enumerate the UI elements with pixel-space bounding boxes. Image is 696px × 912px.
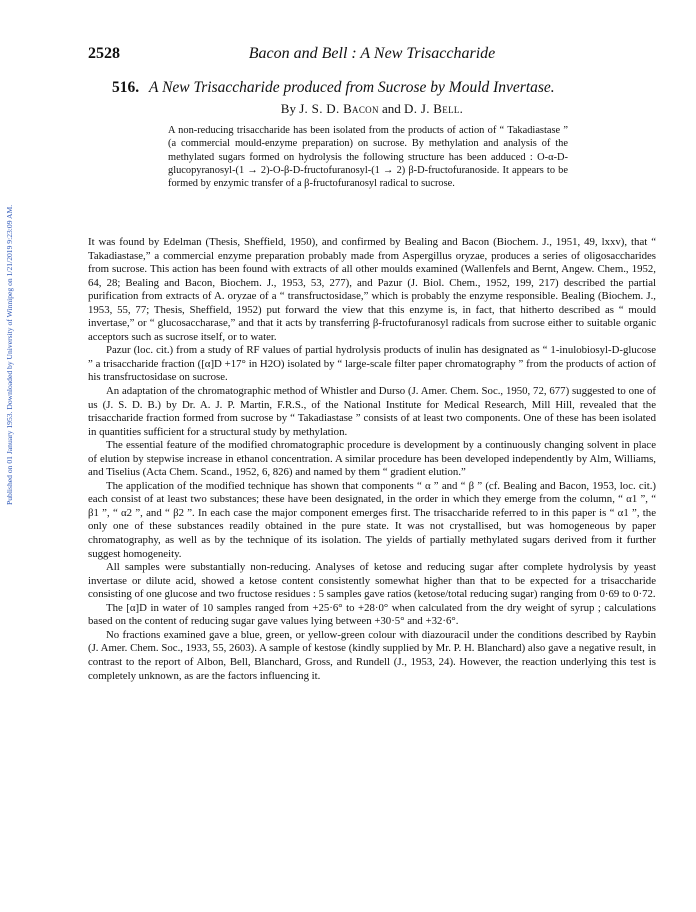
article-body <box>88 236 656 683</box>
paragraph-2: Pazur (loc. cit.) from a study of RF values of partial hydrolysis products of inulin has designated as “ 1-inulobiosyl-D-glucose ” a trisaccharide fraction ([α]D +17° in H2O) isolated by “ large-scale filter paper chromatography ” from the products of action of his transfructosidase on sucrose. <box>88 344 656 384</box>
page-number: 2528 <box>88 45 120 62</box>
authors-and: and <box>378 101 405 116</box>
paragraph-5: The application of the modified technique has shown that components “ α ” and “ β ” (cf. Bealing and Bacon, 1953, loc. cit.) each consist of at least two substances; these have been designated, in the order in which they emerge from the column, “ α1 ”, “ β1 ”, “ α2 ”, and “ β2 ”. In each case the major component emerges first. The trisaccharide referred to in this paper is “ α1 ”, the only one of these substances readily obtained in the pure state. It was not crystallised, but was homogeneous by paper chromatography, as well as by the technique of its isolation. The yields of partially methylated sugars derived from it further suggest homogeneity. <box>88 479 656 560</box>
paragraph-7: The [α]D in water of 10 samples ranged from +25·6° to +28·0° when calculated from the dry weight of syrup ; calculations based on the content of reducing sugar gave values lying between +30·5° and +32·6°. <box>88 601 656 628</box>
paragraph-3: An adaptation of the chromatographic method of Whistler and Durso (J. Amer. Chem. Soc., 1950, 72, 677) suggested to one of us (J. S. D. B.) by Dr. A. J. P. Martin, F.R.S., of the National Institute for Medical Research, Mill Hill, revealed that the trisaccharide fraction formed from sucrose by “ Takadiastase ” consists of at least two components. One of these has been isolated in quantities sufficient for a structural study by methylation. <box>88 385 656 438</box>
article-title-text: A New Trisaccharide produced from Sucrose by Mould Invertase. <box>149 79 555 96</box>
authors-prefix: By <box>280 101 300 116</box>
author-bell: D. J. Bell. <box>404 101 464 116</box>
paragraph-1: It was found by Edelman (Thesis, Sheffield, 1950), and confirmed by Bealing and Bacon (Biochem. J., 1951, 49, lxxv), that “ Takadiastase,” a commercial enzyme preparation probably made from Aspergillus oryzae, produces a series of oligosaccharides from sucrose. This action has been found with extracts of all other moulds examined (Wallenfels and Bernt, Angew. Chem., 1952, 64, 28; Bealing and Bacon, Biochem. J., 1953, 53, 277), and Pazur (J. Biol. Chem., 1952, 199, 217) described the partial purification from extracts of A. oryzae of a “ transfructosidase,” which is probably the enzyme responsible. Bealing (Biochem. J., 1953, 55, 77; Thesis, Sheffield, 1952) put forward the view that this enzyme is, in fact, that hitherto described as “ mould invertase,” or “ glucosaccharase,” and that it acts by transferring β-fructofuranosyl radicals from sucrose either to suitable organic acceptors such as sucrose itself, or to water. <box>88 236 656 343</box>
download-watermark: Published on 01 January 1953. Downloaded by University of Winnipeg on 1/21/2019 9:23:09 AM. <box>5 204 14 506</box>
article-title <box>112 78 672 98</box>
article-number: 516. <box>112 79 140 96</box>
abstract: A non-reducing trisaccharide has been isolated from the products of action of “ Takadiastase ” (a commercial mould-enzyme preparation) on sucrose. By methylation and analysis of the methylated sugars formed on hydrolysis the following structure has been adduced : O-α-D-glucopyranosyl-(1 → 2)-O-β-D-fructofuranosyl-(1 → 2) β-D-fructofuranoside. It appears to be formed by enzymic transfer of a β-fructofuranosyl radical to sucrose. <box>168 125 568 190</box>
authors-line <box>88 101 656 117</box>
paragraph-4: The essential feature of the modified chromatographic procedure is development by a continuously changing solvent in place of elution by stepwise increase in ethanol concentration. A similar procedure has been developed independently by Alm, Williams, and Tiselius (Acta Chem. Scand., 1952, 6, 826) and named by them “ gradient elution.” <box>88 439 656 479</box>
running-title: Bacon and Bell : A New Trisaccharide <box>248 45 496 62</box>
author-bacon: J. S. D. Bacon <box>299 101 379 116</box>
paragraph-8: No fractions examined gave a blue, green, or yellow-green colour with diazouracil under the conditions described by Raybin (J. Amer. Chem. Soc., 1933, 55, 2603). A sample of kestose (kindly supplied by Mr. P. H. Blanchard) also gave a negative result, in contrast to the report of Albon, Bell, Blanchard, Gross, and Rundell (J., 1953, 24). However, the reaction underlying this test is completely unknown, as are the factors influencing it. <box>88 628 656 682</box>
paragraph-6: All samples were substantially non-reducing. Analyses of ketose and reducing sugar after complete hydrolysis by yeast invertase or dilute acid, showed a ketose content consistently somewhat higher than that to be expected for a trisaccharide consisting of one glucose and two fructose residues : 5 samples gave ratios (ketose/total reducing sugar) ranging from 0·69 to 0·72. <box>88 561 656 601</box>
